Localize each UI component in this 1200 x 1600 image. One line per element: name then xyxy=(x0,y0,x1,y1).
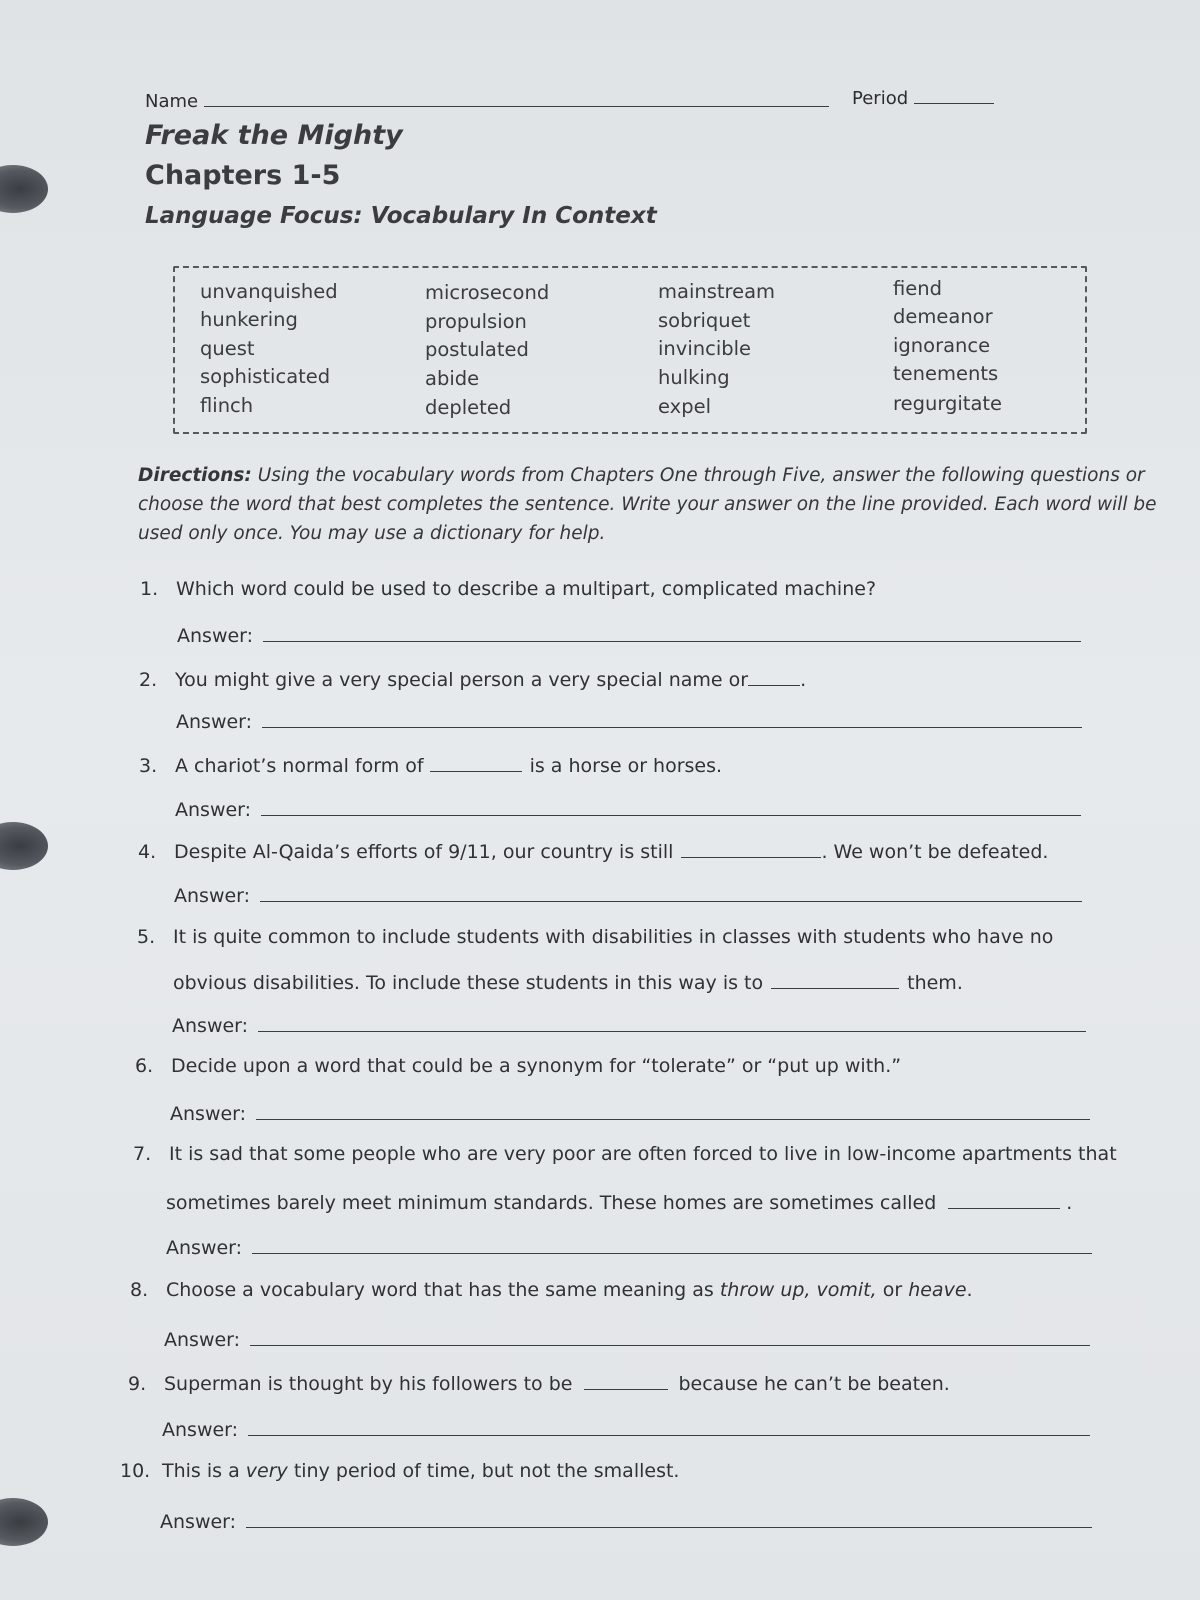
question-number: 6. xyxy=(135,1055,154,1077)
chapters-heading: Chapters 1-5 xyxy=(145,160,341,191)
word-bank-item: sobriquet xyxy=(658,309,751,332)
question-text: This is a xyxy=(162,1460,240,1482)
question-3 xyxy=(139,752,722,777)
word-bank-item: tenements xyxy=(893,362,999,385)
answer-label: Answer: xyxy=(175,799,252,821)
answer-line[interactable] xyxy=(248,1416,1090,1436)
question-number: 8. xyxy=(130,1279,149,1301)
word-bank-item: demeanor xyxy=(893,305,993,328)
name-label: Name xyxy=(145,91,199,112)
question-5 xyxy=(137,926,1053,948)
word-bank-item: regurgitate xyxy=(893,392,1003,415)
word-bank-item: unvanquished xyxy=(200,280,338,303)
period-line[interactable] xyxy=(914,85,994,104)
question-text-italic: throw up, vomit, xyxy=(719,1279,877,1301)
answer-label: Answer: xyxy=(170,1103,247,1125)
word-bank-item: hunkering xyxy=(200,308,298,331)
word-bank-item: fiend xyxy=(893,277,943,300)
word-bank-item: ignorance xyxy=(893,334,991,357)
question-1 xyxy=(140,578,876,600)
answer-label: Answer: xyxy=(172,1015,249,1037)
word-bank-item: postulated xyxy=(425,338,529,361)
question-text: You might give a very special person a very special name or xyxy=(175,669,749,691)
punch-hole xyxy=(0,1498,48,1546)
question-text-end: . xyxy=(800,669,807,691)
answer-3[interactable] xyxy=(175,796,1081,821)
answer-10[interactable] xyxy=(160,1508,1092,1533)
question-number: 2. xyxy=(139,669,158,691)
blank-line[interactable] xyxy=(948,1189,1060,1209)
word-bank-item: hulking xyxy=(658,366,730,389)
answer-line[interactable] xyxy=(250,1326,1090,1346)
period-label: Period xyxy=(852,88,909,109)
question-4 xyxy=(138,838,1048,863)
answer-label: Answer: xyxy=(164,1329,241,1351)
question-10 xyxy=(120,1460,679,1482)
question-text: Despite Al-Qaida’s efforts of 9/11, our country is still xyxy=(174,841,674,863)
name-line[interactable] xyxy=(204,88,829,107)
blank-line[interactable] xyxy=(584,1370,668,1390)
answer-2[interactable] xyxy=(176,708,1082,733)
blank-line[interactable] xyxy=(771,969,899,989)
question-2 xyxy=(139,666,806,691)
word-bank-item: microsecond xyxy=(425,281,550,304)
answer-label: Answer: xyxy=(176,711,253,733)
question-text-end: . xyxy=(966,1279,973,1301)
word-bank-item: expel xyxy=(658,395,711,418)
answer-label: Answer: xyxy=(166,1237,243,1259)
answer-label: Answer: xyxy=(177,625,254,647)
question-7 xyxy=(133,1143,1117,1165)
question-6 xyxy=(135,1055,901,1077)
name-field[interactable] xyxy=(145,88,829,112)
word-bank-item: depleted xyxy=(425,396,512,419)
question-text-end: . We won’t be defeated. xyxy=(821,841,1049,863)
answer-label: Answer: xyxy=(174,885,251,907)
answer-line[interactable] xyxy=(263,622,1081,642)
answer-7[interactable] xyxy=(166,1234,1092,1259)
blank-line[interactable] xyxy=(681,838,821,858)
blank-line[interactable] xyxy=(748,666,800,686)
question-text-end: tiny period of time, but not the smallest. xyxy=(293,1460,680,1482)
answer-8[interactable] xyxy=(164,1326,1090,1351)
answer-label: Answer: xyxy=(162,1419,239,1441)
question-number: 3. xyxy=(139,755,158,777)
question-number: 5. xyxy=(137,926,156,948)
answer-line[interactable] xyxy=(258,1012,1086,1032)
question-text-end: . xyxy=(1066,1192,1073,1214)
focus-heading: Language Focus: Vocabulary In Context xyxy=(145,203,657,229)
question-text: A chariot’s normal form of xyxy=(175,755,424,777)
answer-9[interactable] xyxy=(162,1416,1090,1441)
answer-5[interactable] xyxy=(172,1012,1086,1037)
answer-6[interactable] xyxy=(170,1100,1090,1125)
question-9 xyxy=(128,1370,950,1395)
answer-line[interactable] xyxy=(260,882,1082,902)
answer-line[interactable] xyxy=(252,1234,1092,1254)
word-bank-item: invincible xyxy=(658,337,752,360)
punch-hole xyxy=(0,165,48,213)
question-text: Superman is thought by his followers to be xyxy=(164,1373,573,1395)
book-title: Freak the Mighty xyxy=(145,120,403,151)
answer-line[interactable] xyxy=(256,1100,1090,1120)
question-text-end: them. xyxy=(907,972,963,994)
question-text: It is quite common to include students with disabilities in classes with students who have no xyxy=(173,926,1054,948)
question-number: 7. xyxy=(133,1143,152,1165)
answer-line[interactable] xyxy=(262,708,1082,728)
question-text-mid: or xyxy=(882,1279,903,1301)
question-text: sometimes barely meet minimum standards. These homes are sometimes called xyxy=(166,1192,937,1214)
punch-hole xyxy=(0,822,48,870)
question-text: Choose a vocabulary word that has the same meaning as xyxy=(166,1279,714,1301)
question-text-italic-2: heave xyxy=(908,1279,967,1301)
directions-label: Directions: xyxy=(138,465,252,486)
directions xyxy=(138,461,1158,548)
question-8 xyxy=(130,1279,973,1301)
question-5-line-2 xyxy=(173,969,963,994)
question-text: It is sad that some people who are very poor are often forced to live in low-income apartments that xyxy=(169,1143,1117,1165)
question-text-italic: very xyxy=(245,1460,288,1482)
answer-line[interactable] xyxy=(261,796,1081,816)
question-number: 4. xyxy=(138,841,157,863)
word-bank-item: abide xyxy=(425,367,480,390)
word-bank-item: propulsion xyxy=(425,310,527,333)
question-7-line-2 xyxy=(166,1189,1072,1214)
question-text: Which word could be used to describe a multipart, complicated machine? xyxy=(176,578,877,600)
question-number: 9. xyxy=(128,1373,147,1395)
blank-line[interactable] xyxy=(430,752,522,772)
question-text: Decide upon a word that could be a synonym for “tolerate” or “put up with.” xyxy=(171,1055,902,1077)
word-bank-item: mainstream xyxy=(658,280,776,303)
question-number: 1. xyxy=(140,578,159,600)
question-number: 10. xyxy=(120,1460,151,1482)
question-text-end: is a horse or horses. xyxy=(529,755,723,777)
directions-text: Using the vocabulary words from Chapters One through Five, answer the following questions or choose the word that best completes the sentence. Write your answer on the line provided. Each word will be used only once. You may use a dictionary for help. xyxy=(138,465,1157,544)
word-bank-item: flinch xyxy=(200,394,254,417)
period-field[interactable] xyxy=(852,85,994,109)
word-bank-item: quest xyxy=(200,337,255,360)
answer-label: Answer: xyxy=(160,1511,237,1533)
word-bank-item: sophisticated xyxy=(200,365,331,388)
answer-line[interactable] xyxy=(246,1508,1092,1528)
answer-4[interactable] xyxy=(174,882,1082,907)
answer-1[interactable] xyxy=(177,622,1081,647)
question-text-end: because he can’t be beaten. xyxy=(678,1373,950,1395)
question-text: obvious disabilities. To include these students in this way is to xyxy=(173,972,764,994)
